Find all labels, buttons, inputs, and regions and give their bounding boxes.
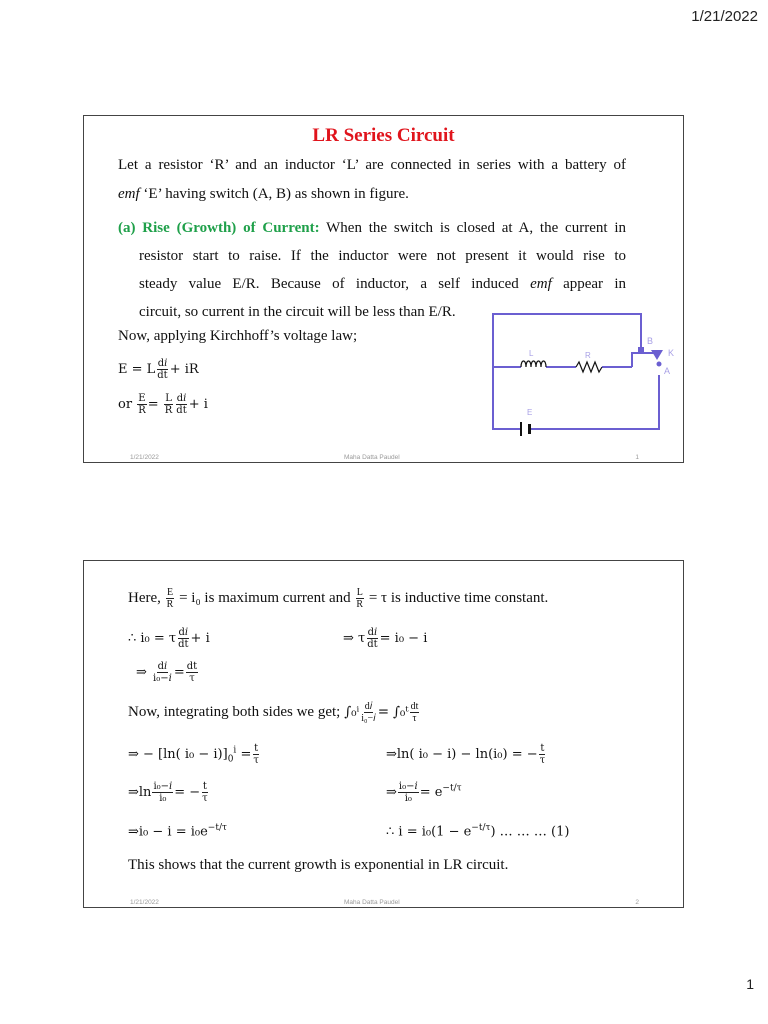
section-line-3-text-a: steady value E/R. Because of inductor, a self induced [139,276,519,292]
line-7-left [128,823,227,839]
l6-left-a: ⇒ln [128,785,152,800]
l7-left-a: ⇒i₀ − i = i₀e [128,824,208,840]
conclusion-line: This shows that the current growth is exponential in LR circuit. [128,857,509,873]
l5-left-lower-limit: 0 [227,754,234,765]
eq2-rhs: + i [188,397,208,412]
here-line [128,587,548,610]
section-line-3-text-b: appear in [563,276,627,292]
footer-author: Maha Datta Paudel [344,454,400,461]
section-line-3 [139,276,626,293]
slide-1 [83,115,684,463]
l4-equals: = [377,703,390,720]
eq2-or: or [118,397,133,412]
l7-right-exponent: −t/τ [471,823,491,833]
l6-right-exponent: −t/τ [442,783,462,794]
eq1-rhs: + iR [169,362,199,377]
l5-left-a: ⇒ − [ln( i₀ − i)] [128,747,228,762]
eq2-fraction-3: $\frac{\text{d𝑖}}{dt}$ [176,393,187,416]
emf-term: emf [118,186,140,202]
l5-right-a: ⇒ln( i₀ − i) − ln(i₀) = − [386,747,538,762]
circuit-wire-bottom [493,367,659,429]
footer-slide-number: 2 [635,899,639,906]
line-4 [128,701,420,724]
here-text-b: = i₀ is maximum current and [179,589,351,606]
footer-date: 1/21/2022 [130,454,159,461]
label-switch-k: K [668,348,675,358]
label-resistor: R [585,351,591,360]
label-inductor: L [529,349,534,358]
resistor-zigzag [576,362,602,372]
page-date: 1/21/2022 [691,8,758,25]
l2-left-a: ∴ i₀ = τ [128,631,177,646]
line-5-left [128,743,261,766]
l6-right-a: ⇒ [386,785,397,800]
switch-contact-b [638,347,644,353]
equation-2 [118,393,208,416]
l6-right-fraction: $\frac{\text{i₀−𝑖}}{\text{i₀}}$ [398,781,418,804]
l5-left-equals: = [240,747,252,762]
intro-line-2 [118,186,409,203]
l2-left-fraction: $\frac{\text{d𝑖}}{dt}$ [178,627,189,650]
kirchhoff-line: Now, applying Kirchhoff’s voltage law; [118,328,358,344]
l4-integral-2: ∫₀ᵗ [392,703,409,720]
slide-title: LR Series Circuit [312,125,455,146]
line-3 [136,661,199,684]
section-line-4: circuit, so current in the circuit will be less than E/R. [139,304,456,320]
l5-left-upper-limit: i [233,745,237,756]
line-2-left [128,627,210,650]
l3-equals: = [173,665,185,680]
emf-term-2: emf [530,276,552,292]
eq1-lhs: E = L [118,362,156,377]
label-battery: E [527,408,533,417]
here-fraction-1: $\frac{E}{R}$ [166,587,174,610]
l4-fraction-2: $\frac{dt}{\tau}$ [410,701,419,724]
footer-slide-number: 1 [635,454,639,461]
section-line-1 [118,220,626,237]
line-5-right [386,743,547,766]
intro-line-2-text: ‘E’ having switch (A, B) as shown in figure. [143,186,409,202]
eq1-fraction: $\frac{\text{d𝑖}}{dt}$ [157,358,168,381]
l3-fraction-2: $\frac{dt}{\tau}$ [186,661,198,684]
l5-right-fraction: $\frac{t}{\tau}$ [539,743,546,766]
l7-right-a: ∴ i = i₀(1 − e [386,824,472,840]
l3-fraction-1: $\frac{\text{d𝑖}}{\text{i₀−𝑖}}$ [153,661,172,684]
l7-left-exponent: −t/τ [207,823,227,833]
lr-circuit-diagram [484,304,684,444]
l4-text: Now, integrating both sides we get; [128,703,341,720]
eq2-fraction-2: $\frac{L}{R}$ [164,393,173,416]
line-6-left [128,781,210,804]
line-6-right [386,781,462,804]
l6-left-b: = − [174,785,201,800]
circuit-wire-top [493,314,641,367]
l3-arrow: ⇒ [136,665,147,680]
line-2-right [343,627,427,650]
section-line-1-text: When the switch is closed at A, the current in [326,220,626,236]
footer-date: 1/21/2022 [130,899,159,906]
l6-left-fraction-1: $\frac{\text{i₀−𝑖}}{\text{i₀}}$ [153,781,173,804]
switch-key [651,350,663,360]
switch-contact-a [657,362,662,367]
footer-author: Maha Datta Paudel [344,899,400,906]
label-switch-a: A [664,366,671,376]
battery-plate-long [520,422,522,436]
slide-2 [83,560,684,908]
eq2-equals: = [147,397,159,412]
l2-right-fraction: $\frac{\text{d𝑖}}{dt}$ [367,627,378,650]
section-line-2: resistor start to raise. If the inductor were not present it would rise to [139,248,626,264]
l2-left-b: + i [190,631,210,646]
here-text-c: = τ is inductive time constant. [368,589,549,606]
l6-left-fraction-2: $\frac{t}{\tau}$ [202,781,208,804]
section-heading: (a) Rise (Growth) of Current: [118,220,320,236]
l4-integral-1: ∫₀ⁱ [344,703,360,720]
page-number: 1 [746,976,754,992]
eq2-fraction-1: $\frac{E}{R}$ [138,393,146,416]
line-7-right [386,823,569,839]
l4-fraction-1: $\frac{\text{d𝑖}}{\text{i₀−𝑖}}$ [361,701,376,724]
equation-1 [118,358,199,381]
l5-left-fraction: $\frac{t}{\tau}$ [253,743,259,766]
switch-arm [632,353,656,367]
intro-line-1: Let a resistor ‘R’ and an inductor ‘L’ are connected in series with a battery of [118,157,626,173]
l2-right-a: ⇒ τ [343,631,366,646]
battery-gap [522,427,528,431]
l6-right-b: = e [419,785,443,800]
here-fraction-2: $\frac{L}{R}$ [356,587,364,610]
here-text-a: Here, [128,589,161,606]
label-switch-b: B [647,336,654,346]
l2-right-b: = i₀ − i [379,631,428,646]
l7-right-b: ) … … … (1) [490,824,570,840]
battery-plate-short [528,424,531,434]
inductor-coil [521,361,546,367]
